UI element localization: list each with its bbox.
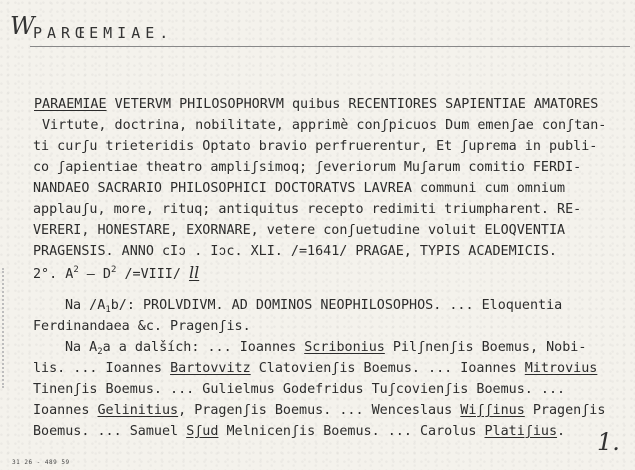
underlined-title: PARAEMIAE [34, 97, 107, 112]
text-line [34, 97, 598, 113]
text-line: PRAGENSIS. ANNO cIↄ . Iↄc. XLI. /=1641/ PRAGAE, TYPIS ACADEMICIS. [33, 244, 557, 259]
text-line [65, 340, 586, 357]
subscript: 2 [97, 347, 103, 357]
text-segment: Melnicenʃis Boemus. ... Carolus [218, 424, 485, 439]
underlined-name: Sʃud [186, 424, 219, 439]
text-segment: Boemus. ... Samuel [33, 424, 187, 439]
text-line: co ʃapientiae theatro ampliʃsimoq; ʃeveriorum Muʃarum comitio FERDI- [33, 160, 582, 175]
text-segment: , Pragenʃis Boemus. ... Wenceslaus [178, 403, 461, 418]
corner-mark: W [10, 12, 35, 40]
underlined-name: Wiʃʃinus [460, 403, 525, 418]
page-number: 1. [597, 428, 620, 456]
card-header: PARŒEMIAE. [33, 24, 174, 42]
text-line [65, 298, 562, 315]
text-segment: /=VIII/ [116, 267, 189, 282]
text-segment: 2°. A [33, 267, 74, 282]
underlined-name: Mitrovius [524, 361, 598, 376]
footer-code: 31 26 - 489 59 [12, 459, 70, 466]
text-line [33, 265, 199, 284]
text-segment: Ioannes [33, 403, 98, 418]
punch-hole-marks [2, 268, 9, 388]
text-line [33, 361, 597, 377]
text-line [33, 424, 565, 440]
text-segment: Pragenʃis [524, 403, 606, 418]
underlined-name: Scribonius [304, 340, 385, 355]
text-line: applauʃu, more, rituq; antiquitus recepto redimiti triumpharent. RE- [33, 202, 582, 217]
text-segment: Pilʃnenʃis Boemus, Nobi- [384, 340, 587, 355]
underlined-name: Gelinitius [97, 403, 179, 418]
text-line: NANDAEO SACRARIO PHILOSOPHICI DOCTORATVS LAVREA communi cum omnium [33, 181, 566, 196]
header-divider [30, 46, 630, 47]
subscript: 1 [105, 305, 111, 315]
text-segment: Clatovienʃis Boemus. ... Ioannes [250, 361, 525, 376]
text-segment: Na A [65, 340, 98, 355]
text-line: Virtute, doctrina, nobilitate, apprimè conʃpicuos Dum emenʃae conʃtan- [42, 118, 607, 133]
handwritten-mark: ll [188, 263, 200, 282]
text-line: ti curʃu trieteridis Optato bravio perfruerentur, Et ʃuprema in publi- [33, 139, 598, 154]
text-line [33, 403, 605, 419]
text-line: Tinenʃis Boemus. ... Gulielmus Godefridus Tuʃcovienʃis Boemus. ... [33, 382, 566, 397]
text-line: Ferdinandaea &c. Pragenʃis. [33, 319, 251, 334]
text-segment: b/: PROLVDIVM. AD DOMINOS NEOPHILOSOPHOS. ... Eloquentia [110, 298, 563, 313]
underlined-name: Bartovvitz [170, 361, 251, 376]
text-segment: . [557, 424, 566, 439]
text-segment: lis. ... Ioannes [33, 361, 171, 376]
superscript: 2 [73, 265, 79, 275]
text-segment: Na /A [65, 298, 106, 313]
text-line: VERERI, HONESTARE, EXORNARE, vetere conʃuetudine voluit ELOQVENTIA [33, 223, 566, 238]
text-segment: VETERVM PHILOSOPHORVM quibus RECENTIORES SAPIENTIAE AMATORES [106, 97, 599, 112]
text-segment: – D [78, 267, 111, 282]
underlined-name: Platiʃius [484, 424, 558, 439]
text-segment: a a dalších: ... Ioannes [102, 340, 305, 355]
superscript: 2 [110, 265, 117, 275]
